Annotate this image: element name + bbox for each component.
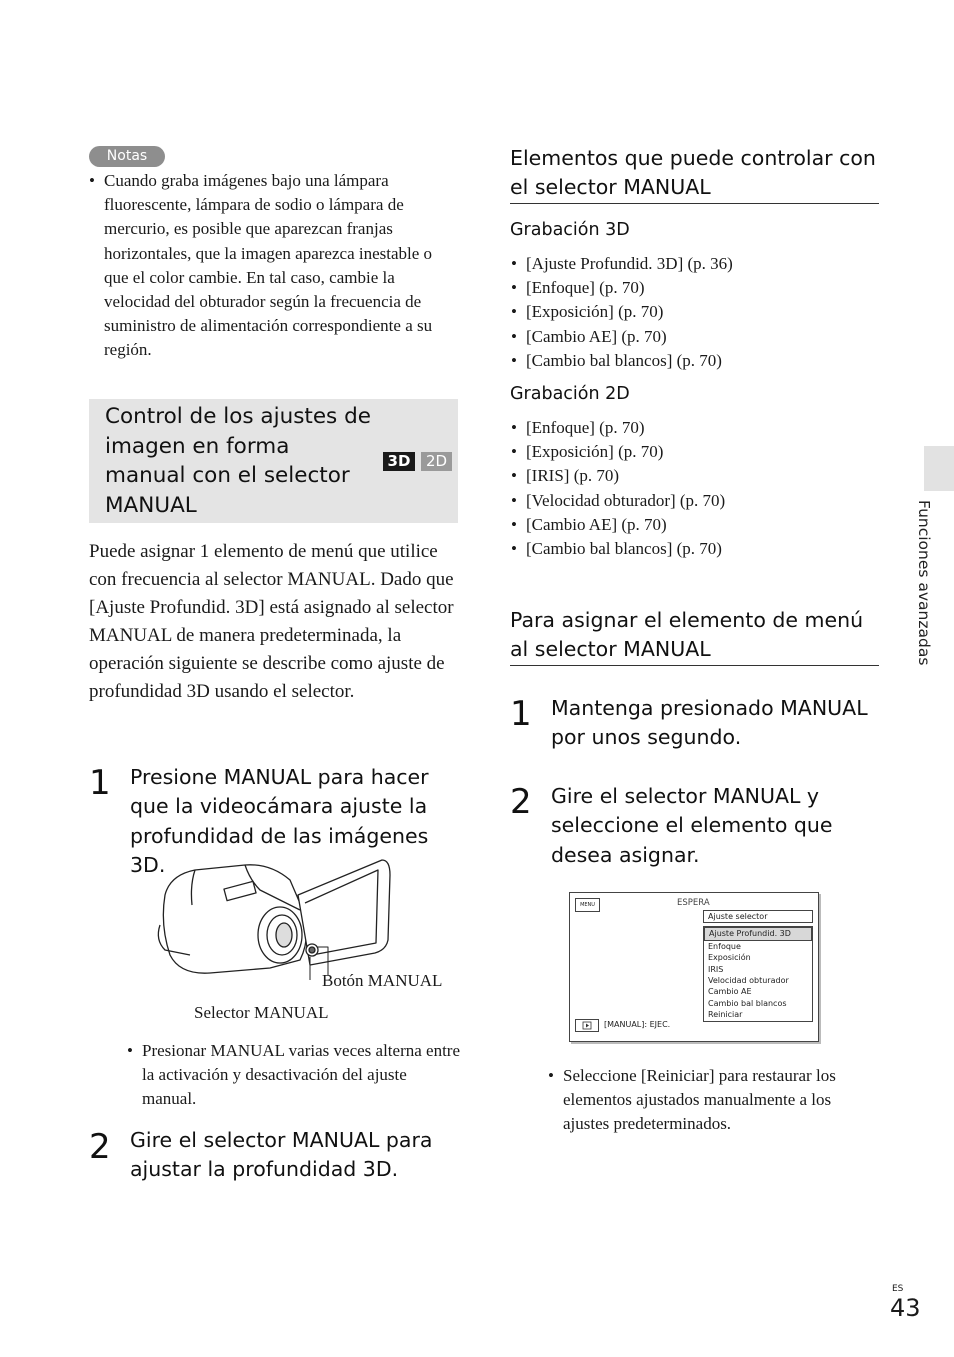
- notes-list: [89, 169, 459, 363]
- list-item: • [Enfoque] (p. 70): [511, 276, 871, 300]
- controls-heading: Elementos que puede controlar con el selector MANUAL: [510, 146, 876, 199]
- step-number: 1: [89, 763, 111, 803]
- step-number: 1: [510, 694, 532, 734]
- playback-button[interactable]: [575, 1019, 599, 1032]
- group-2d-title: Grabación 2D: [510, 384, 630, 404]
- step-number: 2: [89, 1127, 111, 1167]
- badge-2d: 2D: [421, 452, 452, 471]
- step-text: Gire el selector MANUAL para ajustar la profundidad 3D.: [130, 1128, 433, 1182]
- notes-badge: Notas: [89, 146, 165, 167]
- list-item: • [Cambio AE] (p. 70): [511, 513, 871, 537]
- notes-item: • Cuando graba imágenes bajo una lámpara fluorescente, lámpara de sodio o lámpara de mercurio, es posible que aparezcan franjas horizontales, que la imagen aparezca inestable o que el color cambie. En tal caso, cambie la velocidad del obturador según la frecuencia de suministro de alimentación correspondiente a su región.: [89, 169, 459, 363]
- list-item: • [IRIS] (p. 70): [511, 464, 871, 488]
- menu-item[interactable]: Exposición: [708, 953, 751, 963]
- list-item: • [Cambio AE] (p. 70): [511, 325, 871, 349]
- assign-heading: Para asignar el elemento de menú al selector MANUAL: [510, 608, 864, 661]
- menu-button[interactable]: MENU: [575, 898, 600, 912]
- section-title: Control de los ajustes de imagen en forma manual con el selector MANUAL: [105, 404, 371, 518]
- side-tab: [924, 446, 954, 491]
- lcd-screen: [569, 892, 819, 1042]
- list-item: • [Enfoque] (p. 70): [511, 416, 871, 440]
- menu-item-selected[interactable]: Ajuste Profundid. 3D: [704, 927, 812, 940]
- step-text: Presione MANUAL para hacer que la videocámara ajuste la profundidad de las imágenes 3D.: [130, 765, 429, 877]
- list-item: • [Cambio bal blancos] (p. 70): [511, 349, 871, 373]
- menu-item[interactable]: Velocidad obturador: [708, 975, 789, 985]
- side-tab-label: Funciones avanzadas: [915, 500, 933, 666]
- label-manual-button: Botón MANUAL: [322, 971, 443, 990]
- selector-menu: [703, 910, 813, 1022]
- menu-item[interactable]: Enfoque: [708, 941, 741, 951]
- label-manual-selector: Selector MANUAL: [194, 1003, 329, 1022]
- group-2d-list: [511, 416, 871, 561]
- menu-list: [703, 926, 813, 1021]
- list-item: • [Ajuste Profundid. 3D] (p. 36): [511, 252, 871, 276]
- heading-rule: [510, 665, 879, 666]
- list-item: • [Cambio bal blancos] (p. 70): [511, 537, 871, 561]
- assign-notes: [548, 1064, 868, 1137]
- group-3d-list: [511, 252, 871, 373]
- status-text: ESPERA: [677, 898, 710, 908]
- execute-hint: [MANUAL]: EJEC.: [604, 1020, 671, 1029]
- list-item: • [Exposición] (p. 70): [511, 440, 871, 464]
- intro-paragraph: Puede asignar 1 elemento de menú que utilice con frecuencia al selector MANUAL. Dado que [Ajuste Profundid. 3D] está asignado al selector MANUAL de manera predeterminada, la operación siguiente se describe como ajuste de profundidad 3D usando el selector.: [89, 541, 454, 702]
- page-number: 43: [890, 1294, 921, 1322]
- menu-item[interactable]: Cambio AE: [708, 987, 752, 997]
- heading-rule: [510, 203, 879, 204]
- step-text: Mantenga presionado MANUAL por unos segundo.: [551, 696, 868, 750]
- list-item: • [Exposición] (p. 70): [511, 300, 871, 324]
- step-number: 2: [510, 782, 532, 822]
- language-code: ES: [892, 1284, 904, 1294]
- group-3d-title: Grabación 3D: [510, 220, 630, 240]
- list-item: • [Velocidad obturador] (p. 70): [511, 489, 871, 513]
- menu-item[interactable]: Cambio bal blancos: [708, 998, 787, 1008]
- menu-item[interactable]: IRIS: [708, 964, 724, 974]
- step1-notes: [127, 1039, 462, 1112]
- step-text: Gire el selector MANUAL y seleccione el elemento que desea asignar.: [551, 784, 833, 867]
- menu-item[interactable]: Reiniciar: [708, 1010, 743, 1020]
- camcorder-illustration: [150, 855, 400, 980]
- menu-header: Ajuste selector: [703, 910, 813, 923]
- assign-note-item: • Seleccione [Reiniciar] para restaurar los elementos ajustados manualmente a los ajustes predeterminados.: [548, 1064, 868, 1137]
- play-icon: [576, 1020, 598, 1031]
- badge-3d: 3D: [383, 452, 415, 471]
- step1-note-item: • Presionar MANUAL varias veces alterna entre la activación y desactivación del ajuste manual.: [127, 1039, 462, 1112]
